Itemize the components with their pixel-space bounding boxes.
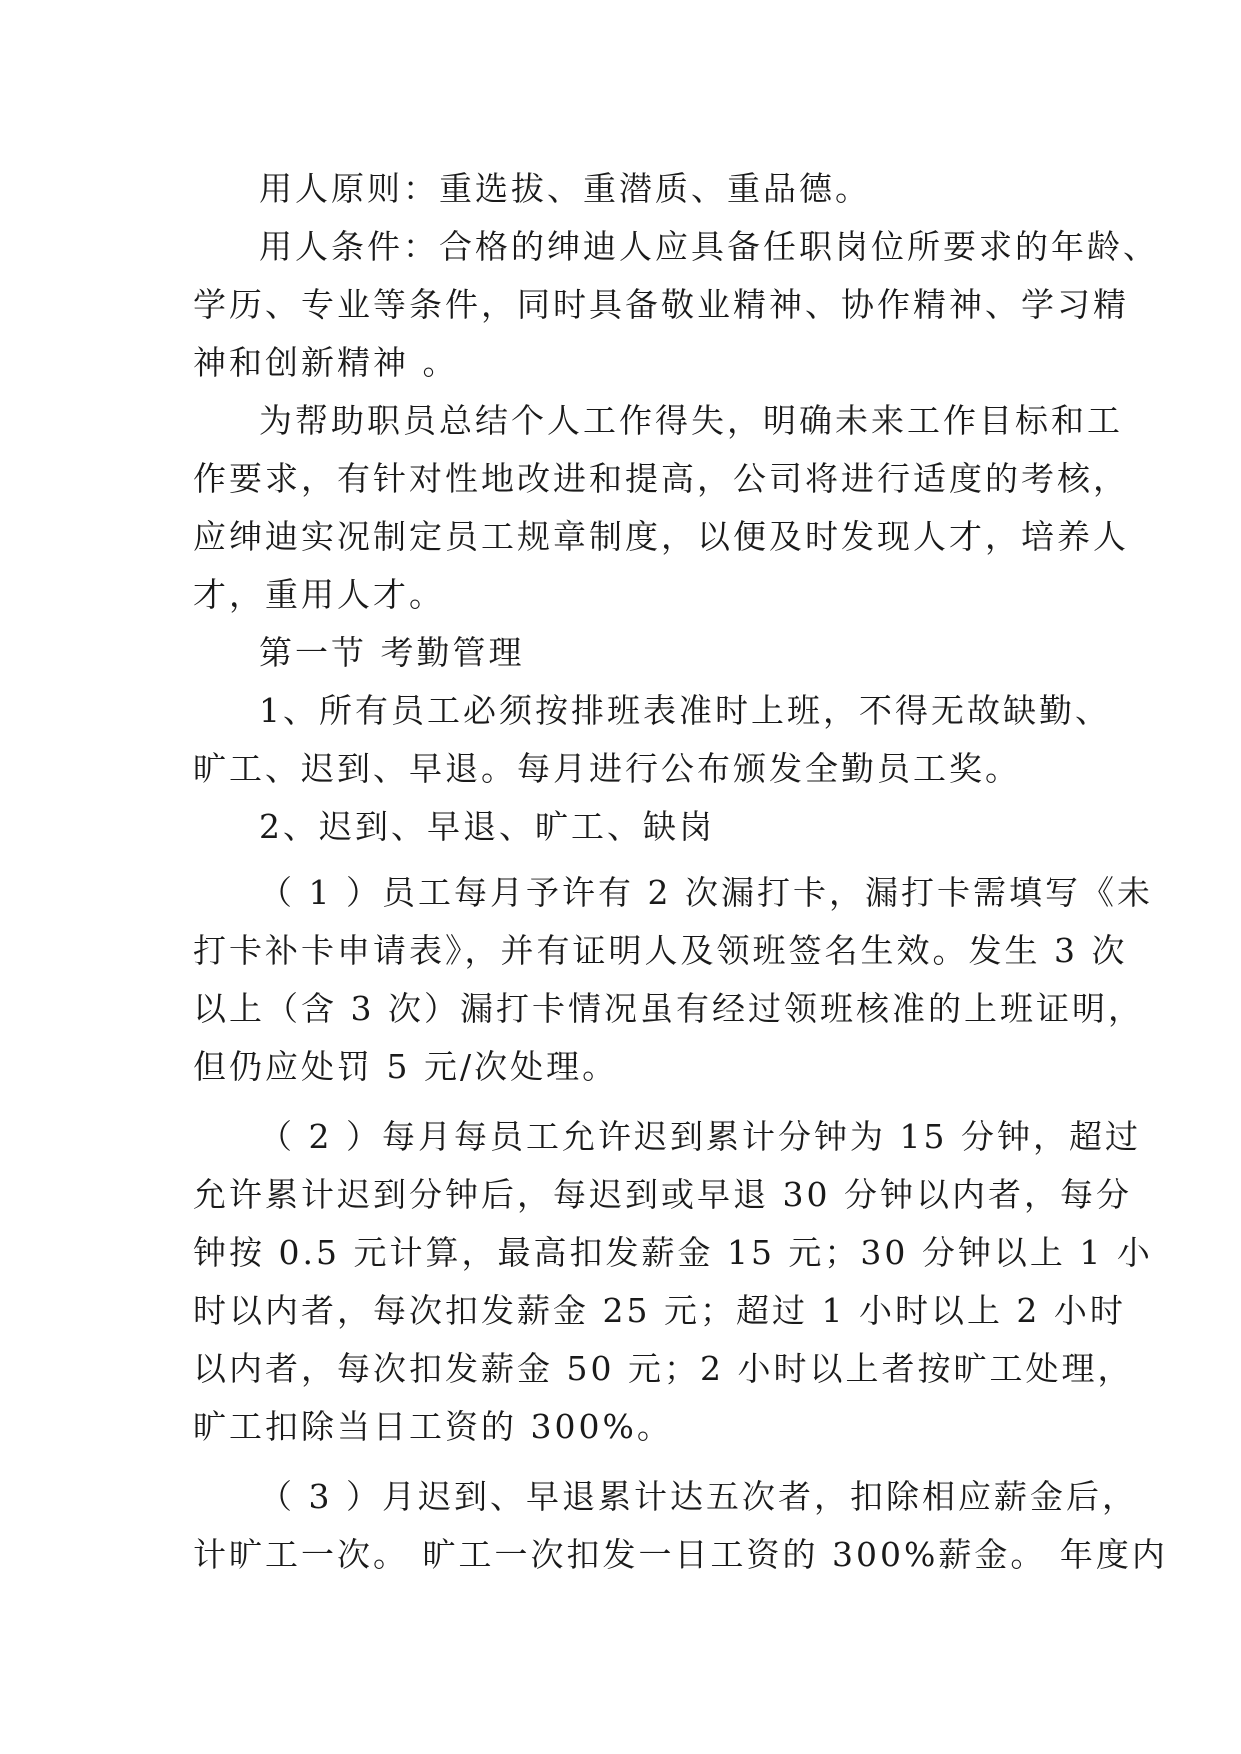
paragraph-employment-conditions: [193, 218, 1159, 392]
text-line: （ 3 ）月迟到、早退累计达五次者，扣除相应薪金后，: [259, 1477, 1138, 1516]
text-line: 为帮助职员总结个人工作得失，明确未来工作目标和工: [259, 401, 1123, 440]
text-line: 1、所有员工必须按排班表准时上班，不得无故缺勤、: [259, 691, 1111, 730]
text-line: 神和创新精神 。: [193, 343, 459, 382]
section-title: 第一节 考勤管理: [259, 633, 525, 672]
sub-item-2-1: [193, 864, 1153, 1096]
text-line: （ 2 ）每月每员工允许迟到累计分钟为 15 分钟，超过: [259, 1117, 1141, 1156]
text-line: 2、迟到、早退、旷工、缺岗: [259, 807, 715, 846]
paragraph-employment-principle: [193, 160, 1108, 218]
sub-item-2-2: [193, 1108, 1153, 1456]
text-line: 但仍应处罚 5 元/次处理。: [193, 1047, 619, 1086]
text-line: 以上（含 3 次）漏打卡情况虽有经过领班核准的上班证明，: [193, 989, 1144, 1028]
section-heading-attendance: [193, 624, 1108, 682]
text-line: （ 1 ）员工每月予许有 2 次漏打卡，漏打卡需填写《未: [259, 873, 1153, 912]
text-line: 作要求，有针对性地改进和提高，公司将进行适度的考核，: [193, 459, 1129, 498]
text-line: 计旷工一次。 旷工一次扣发一日工资的 300%薪金。 年度内: [193, 1535, 1168, 1574]
document-body: [193, 160, 1168, 1584]
text-line: 旷工扣除当日工资的 300%。: [193, 1407, 673, 1446]
text-line: 应绅迪实况制定员工规章制度，以便及时发现人才，培养人: [193, 517, 1129, 556]
paragraph-assessment-purpose: [193, 392, 1129, 624]
list-item-1: [193, 682, 1111, 798]
text-line: 打卡补卡申请表》，并有证明人及领班签名生效。发生 3 次: [193, 931, 1128, 970]
text-line: 旷工、迟到、早退。每月进行公布颁发全勤员工奖。: [193, 749, 1021, 788]
text-line: 允许累计迟到分钟后，每迟到或早退 30 分钟以内者，每分: [193, 1175, 1132, 1214]
text-line: 用人原则：重选拔、重潜质、重品德。: [259, 169, 871, 208]
text-line: 以内者，每次扣发薪金 50 元；2 小时以上者按旷工处理，: [193, 1349, 1134, 1388]
sub-item-2-3: [193, 1468, 1168, 1584]
text-line: 时以内者，每次扣发薪金 25 元；超过 1 小时以上 2 小时: [193, 1291, 1126, 1330]
text-line: 学历、专业等条件，同时具备敬业精神、协作精神、学习精: [193, 285, 1129, 324]
text-line: 钟按 0.5 元计算，最高扣发薪金 15 元；30 分钟以上 1 小: [193, 1233, 1153, 1272]
text-line: 才，重用人才。: [193, 575, 445, 614]
text-line: 用人条件：合格的绅迪人应具备任职岗位所要求的年龄、: [259, 227, 1159, 266]
list-item-2: [193, 798, 1108, 856]
